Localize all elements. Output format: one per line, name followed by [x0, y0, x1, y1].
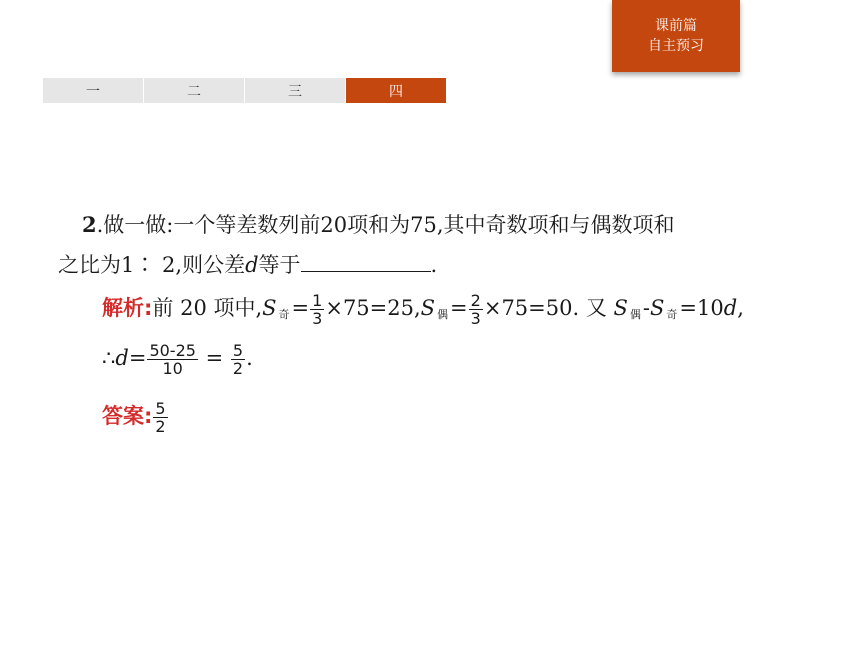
- answer-fraction: [153, 400, 167, 435]
- question-text-2b: 等于: [258, 253, 301, 277]
- solution-line-1: [102, 292, 744, 330]
- period: .: [246, 346, 253, 370]
- solution-label: 解析:: [102, 296, 153, 320]
- minus: -: [642, 296, 651, 320]
- question-end: .: [430, 253, 438, 277]
- subscript-odd: 奇: [666, 308, 678, 321]
- question-text-1: .做一做:一个等差数列前20项和为75,其中奇数项和与偶数项和: [96, 213, 675, 237]
- frac-num: 5: [232, 341, 244, 360]
- solution-text-4: =10: [679, 296, 724, 320]
- equals: =: [291, 296, 310, 320]
- frac-num: 5: [155, 399, 166, 418]
- section-tab-line1: 课前篇: [655, 18, 697, 34]
- tab-2[interactable]: 二: [144, 78, 244, 103]
- question-var-d: d: [245, 253, 259, 277]
- frac-den: 2: [155, 417, 166, 436]
- therefore-symbol: ∴: [102, 346, 116, 370]
- frac-den: 3: [470, 309, 481, 328]
- equals: =: [450, 296, 468, 320]
- answer-blank: [301, 249, 431, 272]
- fraction-2-3: [469, 292, 483, 327]
- question-number: 2: [82, 212, 97, 237]
- tab-1[interactable]: 一: [43, 78, 143, 103]
- frac-den: 2: [232, 359, 244, 378]
- fraction-1-3: [310, 292, 324, 327]
- subscript-odd: 奇: [278, 308, 290, 321]
- solution-text-3: ×75=50. 又: [483, 296, 614, 320]
- solution-text-1: 前 20 项中,: [152, 296, 263, 320]
- tab-3[interactable]: 三: [245, 78, 345, 103]
- symbol-d: d: [723, 296, 738, 320]
- symbol-S: S: [262, 296, 277, 320]
- section-tab-line2: 自主预习: [648, 38, 704, 54]
- equals: =: [198, 346, 230, 370]
- frac-den: 10: [162, 359, 183, 378]
- fraction-5-2: [231, 342, 245, 377]
- fraction-50-25-over-10: [147, 342, 198, 377]
- frac-num: 2: [470, 291, 481, 310]
- equals: =: [128, 346, 147, 370]
- comma: ,: [737, 296, 744, 320]
- subscript-even: 偶: [629, 308, 641, 321]
- answer-label: 答案:: [102, 404, 153, 428]
- frac-num: 50-25: [149, 341, 196, 360]
- subscript-even: 偶: [437, 308, 449, 321]
- symbol-S: S: [613, 296, 628, 320]
- solution-text-2: ×75=25,: [325, 296, 421, 320]
- symbol-d: d: [115, 346, 129, 370]
- frac-den: 3: [312, 309, 323, 328]
- question-line-2: [58, 249, 437, 280]
- symbol-S: S: [420, 296, 436, 320]
- question-line-1: [82, 210, 675, 240]
- solution-line-2: [102, 342, 253, 377]
- answer-line: [102, 400, 169, 435]
- tab-4[interactable]: 四: [346, 78, 446, 103]
- frac-num: 1: [312, 291, 323, 310]
- question-text-2a: 之比为1∶ 2,则公差: [58, 253, 246, 277]
- symbol-S: S: [650, 296, 665, 320]
